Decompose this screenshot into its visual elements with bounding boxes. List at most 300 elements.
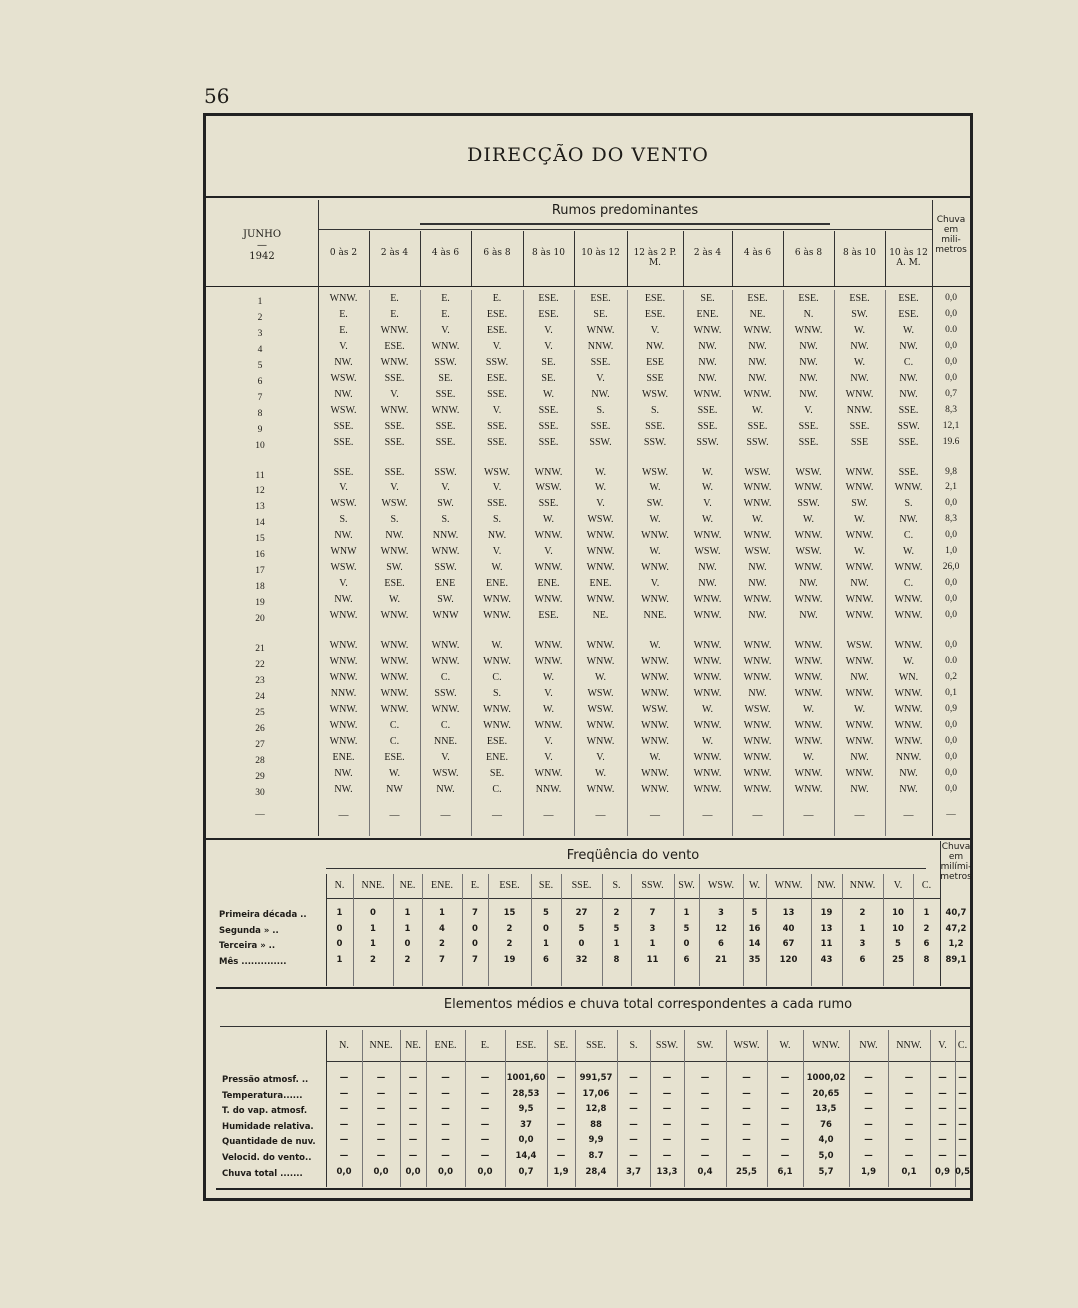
day-number: 16 [255,550,265,561]
wind-cell: WNW. [794,594,823,606]
mean-value: — [556,1135,566,1146]
group-header-brace [420,223,830,225]
freq-value: 3 [649,923,656,934]
mean-value: — [480,1073,490,1083]
freq-value: 5 [613,923,620,934]
dash-cell: — [440,810,451,821]
wind-cell: W. [802,703,815,715]
wind-cell: ESE [646,356,664,368]
mean-value: — [662,1151,672,1161]
mean-value: — [339,1151,349,1161]
mean-value: 28,4 [585,1166,607,1177]
wind-cell: SSW. [434,466,457,478]
wind-cell: W. [542,703,555,715]
header-rule [318,229,932,230]
wind-cell: WNW. [845,388,874,400]
dir-col-header: V. [938,1040,947,1051]
wind-cell: WNW. [845,562,874,574]
wind-cell: WNW. [693,687,722,699]
wind-cell: WSW. [381,498,408,510]
mean-value: — [958,1119,967,1130]
wind-cell: WNW. [845,610,874,622]
freq-value: 7 [649,908,656,918]
freq-value: 6 [543,954,549,965]
mean-value: 0,4 [697,1166,713,1177]
mean-value: — [938,1135,947,1146]
wind-cell: W. [802,514,815,526]
wind-cell: WNW. [894,703,923,715]
wind-cell: WNW. [329,610,358,622]
wind-cell: WSW. [694,546,721,558]
wind-cell: WSW. [330,404,357,416]
wind-cell: WNW. [894,482,923,494]
wind-cell: WNW. [693,530,722,542]
wind-cell: WNW. [794,530,823,542]
wind-cell: V. [492,404,502,416]
mean-value: — [938,1104,947,1115]
wind-cell: ENE. [537,578,560,590]
wind-cell: V. [544,546,553,558]
wind-cell: WNW. [534,655,563,667]
mean-value: — [408,1119,418,1130]
wind-cell: WNW. [380,640,409,651]
hour-col-divider [369,290,370,836]
col-header-bottom [326,1061,970,1062]
row-label: Pressão atmosf. .. [222,1075,309,1085]
year-dash: — [257,240,267,251]
wind-cell: SW. [437,498,454,510]
wind-cell: SSE. [538,404,559,416]
wind-cell: V. [596,372,605,384]
dir-col-header: S. [629,1040,638,1051]
freq-value: 3 [718,908,724,918]
mean-value: — [339,1088,349,1099]
wind-cell: WNW. [743,594,772,606]
wind-cell: WNW. [693,324,722,336]
wind-cell: WNW. [693,594,722,606]
wind-cell: NW. [748,372,767,384]
header-bottom-rule [206,286,970,287]
wind-cell: V. [441,482,450,494]
wind-cell: WNW. [586,594,615,606]
wind-cell: SE. [541,372,556,384]
mean-value: — [408,1088,418,1099]
rain-value: 0.0 [945,324,957,335]
mean-value: — [339,1073,349,1083]
wind-cell: NW. [698,340,717,352]
freq-value: 1 [613,939,620,949]
wind-cell: WNW. [743,530,772,542]
day-number: 7 [257,392,263,403]
dir-col-header: NNW. [849,880,876,891]
wind-cell: WNW. [641,530,669,542]
wind-cell: WNW. [845,466,874,478]
mean-value: — [780,1073,790,1083]
mean-value: 20,65 [812,1088,840,1099]
freq-value: 13 [782,908,795,918]
wind-cell: V. [544,324,553,336]
wind-cell: WNW [432,610,459,622]
wind-cell: WNW. [329,655,358,667]
wind-cell: ESE. [747,293,768,304]
mean-value: — [480,1119,490,1130]
wind-cell: W. [649,640,661,651]
day-number: 23 [255,675,265,686]
rain-value: 1,2 [948,939,964,949]
freq-value: 1 [859,923,866,934]
rain-value: 0,0 [945,498,957,509]
wind-cell: WNW. [380,655,409,667]
dash-cell: — [854,810,865,821]
day-number: 25 [255,707,265,718]
freq-value: 6 [683,954,690,965]
dash-cell: — [492,810,502,821]
mean-value: — [864,1088,873,1099]
group-header: Freqüência do vento [566,848,700,863]
wind-cell: WNW. [534,719,563,731]
wind-cell: S. [492,687,502,699]
group-header: Rumos predominantes [551,203,699,218]
mean-value: — [441,1151,450,1161]
dir-col-header: SSW. [655,1040,679,1051]
wind-cell: W. [649,546,661,558]
mean-value: — [700,1088,710,1099]
rain-value: 0,0 [945,610,957,621]
rain-value: 0,0 [945,735,957,746]
mean-value: — [376,1119,386,1130]
dir-col-header: ESE. [515,1040,537,1051]
wind-cell: ENE. [696,308,719,320]
freq-value: 7 [439,954,445,965]
wind-cell: SSE. [898,404,919,416]
mean-value: — [904,1135,914,1146]
dash-cell: — [903,810,914,821]
day-number: 1 [257,297,263,307]
freq-value: 3 [859,939,866,949]
freq-value: 1 [336,954,343,965]
freq-value: 10 [892,908,904,918]
table3-bottom-rule [216,1188,970,1190]
wind-cell: WSW. [795,466,822,478]
wind-cell: ESE. [538,610,559,622]
rain-value: 0,0 [945,340,957,351]
wind-cell: E. [339,324,348,336]
day-number: 21 [255,644,265,654]
rain-value: 19.6 [942,436,960,447]
freq-value: 7 [472,908,478,918]
wind-cell: SSE. [487,498,507,510]
wind-cell: WNW. [743,482,772,494]
day-number: 2 [257,312,263,323]
wind-cell: WNW. [431,703,460,715]
mean-value: — [938,1073,947,1083]
wind-cell: NW. [899,767,918,779]
freq-value: 2 [506,923,513,934]
rain-value: 0,1 [945,687,957,698]
mean-value: — [780,1088,790,1099]
freq-value: 4 [439,923,445,934]
wind-cell: NW. [899,372,918,384]
hour-col-divider [683,290,684,836]
dir-col-header: SE. [538,880,554,891]
wind-cell: NNW. [846,404,873,416]
wind-cell: SSE. [487,388,507,400]
wind-cell: WNW. [329,719,358,731]
wind-cell: NW. [748,687,767,699]
mean-value: — [864,1104,873,1115]
freq-value: 40 [782,923,795,934]
mean-value: 1,9 [860,1166,877,1177]
wind-cell: SSE. [898,466,919,478]
wind-cell: WNW. [380,687,409,699]
mean-value: — [629,1135,638,1146]
mean-value: 37 [520,1119,532,1130]
wind-cell: W. [491,640,503,651]
mean-value: 0,1 [901,1166,917,1177]
wind-cell: SSE. [697,404,718,416]
dir-col-header: NNE. [369,1040,393,1051]
rain-value: 0,0 [945,719,957,730]
wind-cell: ESE. [644,293,666,304]
wind-cell: V. [339,482,348,494]
mean-value: — [958,1135,967,1146]
day-number: 14 [255,518,265,529]
rain-header-line: Chuva [936,215,966,225]
wind-cell: WNW. [483,719,511,731]
wind-cell: WNW. [743,324,772,336]
wind-cell: WNW. [586,783,615,795]
wind-cell: SSE. [798,436,819,448]
day-number: 6 [257,376,263,387]
wind-cell: ESE. [384,340,405,352]
dir-col-header: S. [612,880,621,891]
freq-value: 25 [892,954,904,965]
wind-cell: NW. [899,783,918,795]
mean-value: — [958,1104,967,1115]
wind-cell: W. [701,703,714,715]
wind-cell: WNW. [329,703,358,715]
wind-cell: WNW. [794,783,823,795]
wind-cell: V. [492,340,502,352]
row-label: Segunda » .. [219,925,279,936]
row-label: Quantidade de nuv. [222,1137,316,1148]
wind-cell: SSE. [384,420,405,432]
dir-col-header: NW. [859,1040,878,1051]
wind-cell: WNW. [794,482,823,494]
hour-col-header: 2 às 4 [380,248,409,258]
wind-cell: SSW. [643,436,667,448]
hour-col-divider [732,290,733,836]
wind-cell: WNW. [845,530,874,542]
wind-cell: SSW. [696,436,719,448]
mean-value: — [742,1104,751,1115]
dash-cell: — [543,810,554,821]
mean-value: — [376,1104,386,1115]
mean-value: — [662,1073,672,1083]
wind-cell: SSW. [485,356,509,368]
wind-cell: C. [903,356,914,368]
mean-value: — [441,1135,450,1146]
wind-cell: WNW. [794,767,823,779]
wind-cell: W. [491,562,503,574]
wind-cell: W. [594,482,607,494]
mean-value: — [958,1151,967,1161]
wind-cell: ENE. [486,578,508,590]
wind-cell: NW. [748,356,767,368]
wind-cell: ESE. [486,735,508,747]
day-number: 11 [255,470,265,481]
wind-cell: WNW. [743,655,772,667]
wind-cell: C. [440,719,451,731]
wind-cell: W. [594,767,607,779]
wind-cell: NE. [592,610,609,622]
wind-cell: SW. [386,562,403,574]
dir-col-header: WNW. [774,880,803,891]
wind-cell: WNW. [483,594,511,606]
rain-value: 40,7 [945,908,967,918]
mean-value: — [629,1073,638,1083]
mean-value: — [700,1135,710,1146]
wind-cell: WNW. [483,703,511,715]
mean-value: 1,9 [553,1166,569,1177]
wind-cell: WNW. [693,719,722,731]
dir-col-header: E. [470,880,480,891]
wind-cell: WNW. [641,687,669,699]
wind-cell: W. [902,546,915,558]
wind-cell: WSW. [641,388,669,400]
day-number: 27 [255,739,265,750]
freq-value: 8 [613,954,620,965]
wind-cell: V. [441,324,450,336]
mean-value: 88 [590,1119,602,1130]
wind-cell: SE. [438,372,453,384]
mean-value: 76 [820,1119,832,1130]
wind-cell: WNW. [380,703,409,715]
mean-value: — [441,1088,450,1099]
wind-cell: WNW. [329,735,358,747]
mean-value: — [339,1119,349,1130]
hour-col-divider [732,231,733,286]
rain-value: 0.0 [945,655,957,666]
dir-col-header: SW. [678,880,695,891]
mean-value: — [556,1088,566,1099]
rain-header-line: metros [935,245,967,255]
wind-cell: WSW. [744,703,771,715]
dir-col-header: ENE. [434,1040,457,1051]
rain-value: 0,0 [945,751,957,762]
wind-cell: SSE. [538,498,559,510]
wind-cell: SSW. [434,562,457,574]
freq-value: 6 [859,954,866,965]
wind-cell: WNW. [894,610,923,622]
wind-cell: NW. [748,578,767,590]
wind-cell: SW. [851,498,868,510]
wind-cell: W. [701,735,714,747]
wind-cell: V. [492,482,502,494]
wind-cell: SW. [437,594,454,606]
hour-col-divider [420,231,421,286]
wind-cell: WNW. [534,640,563,651]
mean-value: 5,0 [818,1151,834,1161]
hour-col-divider [783,290,784,836]
wind-cell: SSE. [538,436,559,448]
wind-cell: W. [701,482,714,494]
wind-cell: WNW. [483,655,511,667]
hour-col-divider [885,290,886,836]
mean-value: 17,06 [582,1088,610,1099]
dir-col-header: C. [921,880,932,891]
wind-cell: WNW. [693,783,722,795]
mean-value: — [742,1088,751,1099]
mean-value: — [339,1135,349,1146]
day-number: 19 [255,598,265,609]
wind-cell: WSW. [641,703,669,715]
mean-value: — [629,1104,638,1115]
wind-cell: V. [596,751,605,763]
wind-cell: W. [649,482,661,494]
freq-value: 5 [543,908,549,918]
day-number: 26 [255,723,265,734]
hour-col-divider [834,290,835,836]
wind-cell: SSE. [590,356,611,368]
freq-value: 32 [575,954,588,965]
dir-col-header: ESE. [499,880,520,891]
dir-col-header: W. [748,880,761,891]
freq-value: 2 [859,908,866,918]
wind-cell: WNW. [743,671,772,683]
mean-value: — [780,1135,790,1146]
wind-cell: WNW. [845,482,874,494]
wind-cell: W. [594,671,607,683]
wind-cell: NW. [698,356,717,368]
wind-cell: W. [542,671,555,683]
mean-value: 0,0 [437,1166,454,1177]
wind-cell: NW. [487,530,507,542]
freq-value: 0 [336,939,343,949]
rain-value: 0,0 [945,783,957,794]
wind-cell: E. [390,308,399,320]
wind-cell: WNW. [693,671,722,683]
day-number: 20 [255,614,265,625]
wind-cell: V. [544,340,553,352]
wind-cell: WSW. [432,767,459,779]
wind-cell: NW. [748,610,767,622]
wind-cell: WNW. [641,767,669,779]
wind-cell: WNW. [641,719,669,731]
wind-cell: SSE. [747,420,768,432]
wind-cell: W. [802,751,815,763]
wind-cell: SSE. [697,420,718,432]
hour-col-header: 2 às 4 [693,248,722,258]
mean-value: — [904,1104,914,1115]
wind-cell: ESE. [486,308,508,320]
wind-cell: WSW. [744,466,771,478]
wind-cell: NW. [698,562,717,574]
freq-value: 67 [782,939,795,949]
mean-value: — [958,1073,967,1083]
wind-cell: SSE. [384,466,405,478]
wind-cell: WNW. [743,783,772,795]
wind-cell: ESE. [644,308,666,320]
freq-value: 27 [575,908,588,918]
dir-col-header: NNW. [896,1040,922,1051]
col-header-bottom [326,898,940,899]
wind-cell: W. [853,546,866,558]
wind-cell: NW. [850,340,869,352]
hour-col-divider [683,231,684,286]
freq-value: 5 [895,939,901,949]
row-label: Chuva total ....... [222,1168,303,1179]
